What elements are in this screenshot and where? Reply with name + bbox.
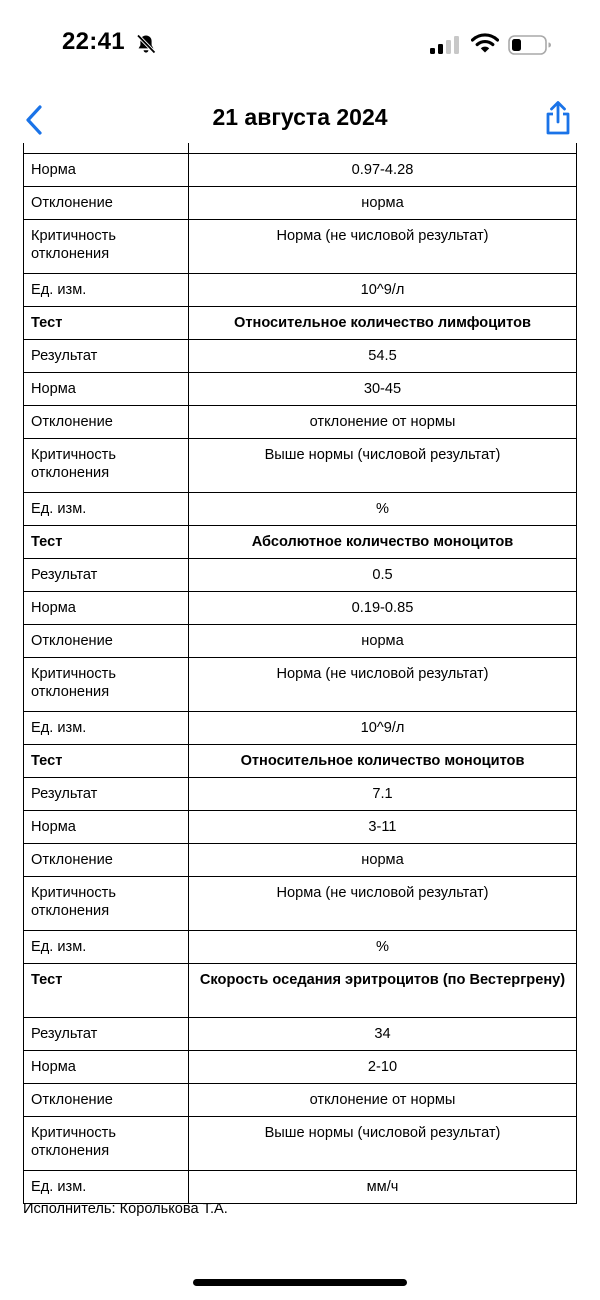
row-value: 34 [189,1018,577,1051]
table-row [24,559,577,592]
row-value: норма [189,625,577,658]
table-row [24,1117,577,1171]
wifi-icon [471,32,499,54]
row-value: Норма (не числовой результат) [189,877,577,931]
row-value: 7.1 [189,778,577,811]
row-label: Отклонение [24,844,189,877]
nav-bar [0,90,600,150]
row-label: Ед. изм. [24,931,189,964]
home-indicator[interactable] [193,1279,407,1286]
row-value: Относительное количество моноцитов [189,745,577,778]
chevron-left-icon [24,104,44,136]
table-row [24,1171,577,1204]
row-label: Критичность отклонения [24,658,189,712]
row-label: Ед. изм. [24,493,189,526]
row-value: отклонение от нормы [189,406,577,439]
row-label: Норма [24,811,189,844]
page-title: 21 августа 2024 [212,104,388,130]
share-icon [543,100,573,136]
results-table [23,153,577,1204]
row-label: Норма [24,154,189,187]
table-row [24,220,577,274]
row-value: 10^9/л [189,712,577,745]
row-value: Скорость оседания эритроцитов (по Вестергрену) [189,964,577,1018]
row-label: Тест [24,307,189,340]
row-value: 0.19-0.85 [189,592,577,625]
table-row [24,340,577,373]
table-row [24,712,577,745]
table-row [24,493,577,526]
row-value: Норма (не числовой результат) [189,658,577,712]
row-label: Результат [24,559,189,592]
table-row [24,844,577,877]
row-label: Тест [24,526,189,559]
row-value: 2-10 [189,1051,577,1084]
row-value: % [189,493,577,526]
table-row [24,274,577,307]
row-value: 3-11 [189,811,577,844]
row-label: Результат [24,1018,189,1051]
table-row [24,592,577,625]
row-value: 0.97-4.28 [189,154,577,187]
results-table-wrapper [23,143,577,1204]
row-value: 0.5 [189,559,577,592]
row-value: 54.5 [189,340,577,373]
row-label: Норма [24,592,189,625]
row-label: Тест [24,745,189,778]
row-label: Критичность отклонения [24,877,189,931]
test-header-row [24,526,577,559]
table-row [24,154,577,187]
row-label: Норма [24,1051,189,1084]
performer-text: Исполнитель: Королькова Т.А. [23,1201,228,1217]
row-label: Критичность отклонения [24,439,189,493]
share-button[interactable] [536,96,580,140]
row-value: норма [189,844,577,877]
row-value: Норма (не числовой результат) [189,220,577,274]
table-row [24,1051,577,1084]
table-row [24,811,577,844]
battery-icon [508,34,552,56]
table-row [24,373,577,406]
row-label: Отклонение [24,1084,189,1117]
status-time: 22:41 [62,28,125,55]
status-bar [0,0,600,90]
back-button[interactable] [14,98,54,142]
table-row [24,1084,577,1117]
row-label: Ед. изм. [24,1171,189,1204]
row-value: Выше нормы (числовой результат) [189,439,577,493]
row-value: 10^9/л [189,274,577,307]
table-row [24,778,577,811]
row-label: Результат [24,340,189,373]
row-value: Относительное количество лимфоцитов [189,307,577,340]
table-row [24,1018,577,1051]
row-value: % [189,931,577,964]
row-label: Отклонение [24,406,189,439]
table-row [24,439,577,493]
row-label: Отклонение [24,187,189,220]
signal-icon [430,34,462,56]
row-label: Норма [24,373,189,406]
table-row [24,406,577,439]
row-value: отклонение от нормы [189,1084,577,1117]
row-label: Тест [24,964,189,1018]
row-value: Выше нормы (числовой результат) [189,1117,577,1171]
bell-slash-icon [135,33,157,55]
test-header-row [24,307,577,340]
row-value: мм/ч [189,1171,577,1204]
row-label: Результат [24,778,189,811]
row-value: норма [189,187,577,220]
test-header-row [24,964,577,1018]
test-header-row [24,745,577,778]
row-label: Ед. изм. [24,712,189,745]
row-label: Ед. изм. [24,274,189,307]
table-row [24,931,577,964]
table-row [24,187,577,220]
row-label: Отклонение [24,625,189,658]
row-label: Критичность отклонения [24,220,189,274]
row-value: Абсолютное количество моноцитов [189,526,577,559]
row-label: Критичность отклонения [24,1117,189,1171]
table-row [24,625,577,658]
row-value: 30-45 [189,373,577,406]
table-row [24,877,577,931]
table-top-stub [23,143,577,153]
table-row [24,658,577,712]
